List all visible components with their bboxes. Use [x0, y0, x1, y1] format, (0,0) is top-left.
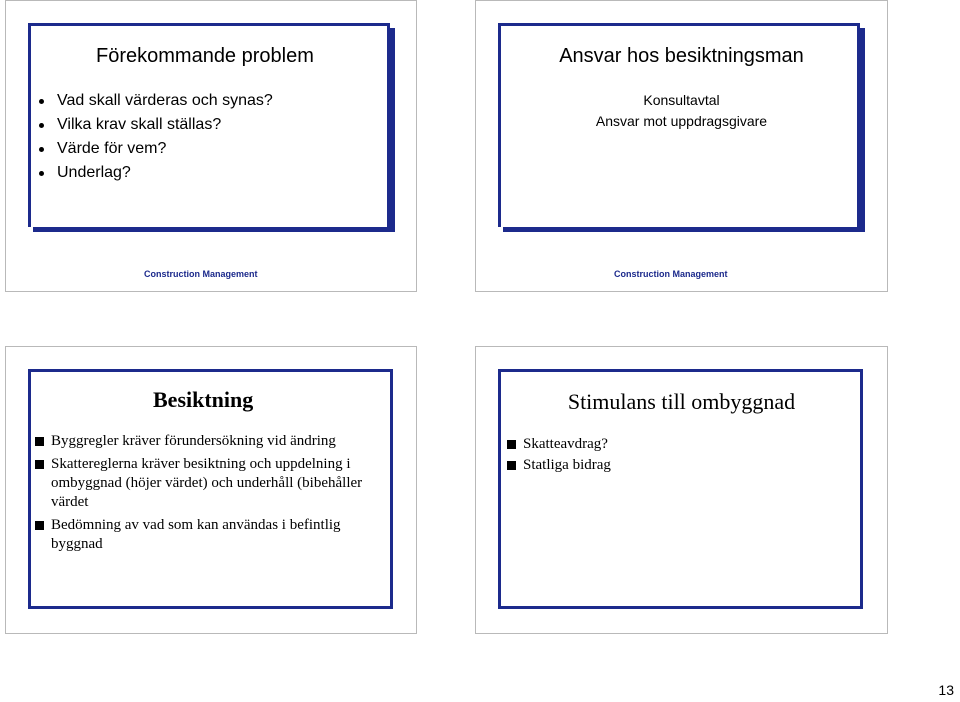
bullet-dot-icon: [39, 147, 44, 152]
list-item: Bedömning av vad som kan användas i befintlig byggnad: [34, 516, 374, 554]
bullet-square-icon: [507, 461, 516, 470]
list-item: Underlag?: [33, 163, 273, 187]
slide-title: Ansvar hos besiktningsman: [559, 45, 804, 67]
page-number: 13: [938, 682, 954, 698]
list-item: Vilka krav skall ställas?: [33, 115, 273, 139]
slide-besiktning: [5, 346, 417, 634]
bullet-list: [34, 432, 374, 558]
slide-ansvar-besiktningsman: [475, 0, 888, 292]
body-line: Konsultavtal: [643, 92, 720, 108]
bullet-square-icon: [507, 440, 516, 449]
bullet-square-icon: [35, 460, 44, 469]
slide-title: Besiktning: [153, 387, 254, 412]
bullet-square-icon: [35, 521, 44, 530]
bullet-dot-icon: [39, 171, 44, 176]
slide-forekommande-problem: [5, 0, 417, 292]
list-item: Skattereglerna kräver besiktning och uppdelning i ombyggnad (höjer värdet) och underhåll (bibehåller värdet: [34, 455, 374, 512]
list-item: Byggregler kräver förundersökning vid ändring: [34, 432, 374, 451]
body-line: Ansvar mot uppdragsgivare: [595, 113, 768, 129]
list-item: Värde för vem?: [33, 139, 273, 163]
bullet-square-icon: [35, 437, 44, 446]
bullet-list: [506, 435, 846, 479]
list-item: Vad skall värderas och synas?: [33, 91, 273, 115]
list-item: Skatteavdrag?: [506, 435, 846, 454]
bullet-dot-icon: [39, 123, 44, 128]
bullet-list: [33, 91, 273, 187]
slide-stimulans-ombyggnad: [475, 346, 888, 634]
slide-title: Stimulans till ombyggnad: [567, 389, 796, 414]
slide-footer: Construction Management: [614, 269, 728, 279]
slide-footer: Construction Management: [144, 269, 258, 279]
list-item: Statliga bidrag: [506, 456, 846, 475]
bullet-dot-icon: [39, 99, 44, 104]
slide-title: Förekommande problem: [96, 45, 314, 67]
slide-body: [476, 90, 887, 132]
